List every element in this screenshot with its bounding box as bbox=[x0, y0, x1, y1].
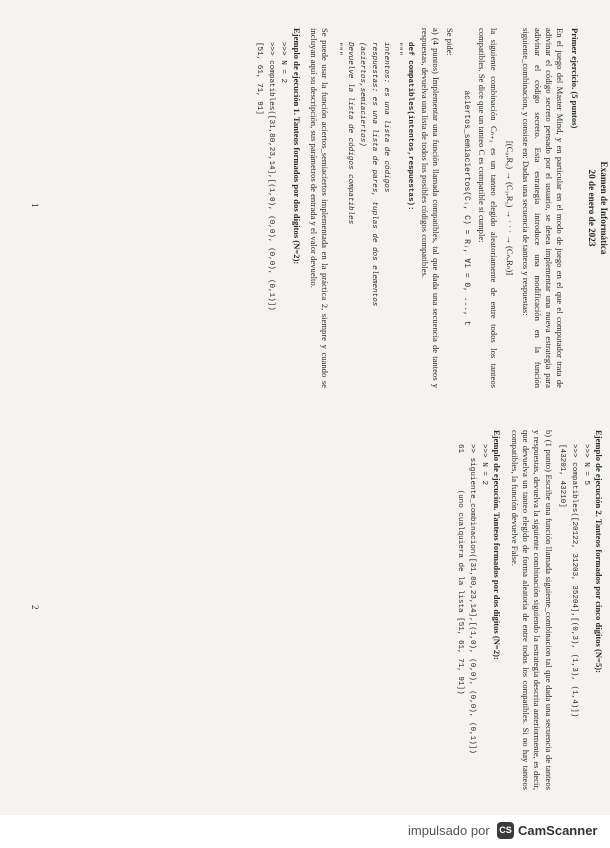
code-line-1: intentos: es una lista de códigos bbox=[382, 42, 391, 193]
example-1-line-3: [51, 61, 71, 91] bbox=[255, 42, 264, 115]
page-1-column bbox=[0, 28, 610, 388]
example-1-label: Ejemplo de ejecución 1. Tanteos formados por dos dígitos (N=2): bbox=[291, 28, 302, 265]
code-docstring-open: """ bbox=[394, 42, 403, 56]
se-pide: Se pide: bbox=[445, 28, 456, 56]
example-3-line-1: >>> N = 2 bbox=[479, 444, 488, 486]
code-def: def compatibles(intentos,respuestas): bbox=[406, 42, 415, 211]
part-b: b) (1 punto) Escribe una función llamada siguiente_combinacion tal que dada una secuencia de tanteos y respuestas, devuelva la siguiente combinación siguiendo la estrategia descrita anteriormente, es decir, que devuelva un tanteo elegido de forma aleatoria de entre todos los compatibles. Si no hay tanteos compatibles, la función devuelve False. bbox=[509, 430, 554, 790]
math-compat: aciertos_semiaciertos(Cᵢ, C) = Rᵢ, ∀i = 0, ..., t bbox=[461, 90, 471, 326]
page-number-2: 2 bbox=[30, 605, 40, 610]
example-1-line-2: >>> compatibles([31,80,23,14],[(1,0), (0,0), (0,0), (0,1)]) bbox=[267, 42, 276, 311]
example-2-line-2: >>> compatibles([20122, 31203, 35204],[(0,3), (1,3), (1,4)]) bbox=[569, 444, 578, 718]
code-docstring-close: """ bbox=[334, 42, 343, 56]
example-2-line-1: >>> N = 5 bbox=[581, 444, 590, 486]
example-2-line-3: [43201, 43210] bbox=[557, 444, 566, 508]
example-3-line-2: >> siguiente_combinacion([31,80,23,14],[(1,0), (0,0), (0,0), (0,1)]) bbox=[467, 444, 476, 754]
camscanner-brand: CamScanner bbox=[518, 823, 598, 838]
example-2-label: Ejemplo de ejecución 2. Tanteos formados por cinco dígitos (N=5): bbox=[594, 430, 604, 673]
intro-paragraph: En el juego del Master Mind, y en particular en el modo de juego en el que el computador trata de adivinar el código secreto pensado por el usuario, se desea implementar una nueva estrategia para adivinar el código secreto. Esta estrategia introduce una modificación en la función siguiente_combinacion, y consiste en: Dadas una secuencia de tanteos y respuestas: bbox=[521, 28, 566, 388]
exam-title: Examen de Informática bbox=[599, 161, 609, 255]
camscanner-logo-icon: CS bbox=[497, 822, 514, 839]
code-line-4: Devuelve la lista de códigos compatibles bbox=[346, 42, 355, 225]
exam-date: 20 de enero de 2023 bbox=[586, 169, 597, 247]
math-sequence: [(C₀,R₀) → (C₁,R₁) → · · · → (Cₙ,Rₙ)] bbox=[505, 140, 515, 276]
camscanner-footer bbox=[0, 815, 610, 848]
example-3-line-3: 61 (uno cualquiera de la lista [51, 61, 71, 91]) bbox=[455, 444, 464, 695]
page-number-1: 1 bbox=[30, 203, 40, 208]
page-2-column bbox=[0, 430, 610, 790]
note-paragraph: Se puede usar la función aciertos_semiaciertos implementada en la práctica 2, siempre y cuando se incluyan aquí su descripción, sus parámetros de entrada y el valor devuelto. bbox=[308, 28, 331, 388]
code-line-3: (aciertos,semiaciertos) bbox=[358, 42, 367, 147]
example-3-label: Ejemplo de ejecución. Tanteos formados por dos dígitos (N=2): bbox=[492, 430, 503, 660]
code-line-2: respuestas: es una lista de pares, tuplas de dos elementos bbox=[370, 42, 379, 307]
example-1-line-1: >>> N = 2 bbox=[279, 42, 288, 84]
part-a: a) (4 puntos) Implementar una función llamada compatibles, tal que dada una secuencia de tanteos y respuestas, devuelva una lista de todos los posibles códigos compatibles. bbox=[419, 28, 442, 388]
powered-by-text: impulsado por bbox=[408, 823, 490, 838]
intro-paragraph-2: la siguiente combinación Cₙ₊₁ es un tanteo elegido aleatoriamente de entre todos los tanteos compatibles. Se dice que un tanteo C es compatible si cumple: bbox=[477, 28, 499, 388]
exercise-1-heading: Primer ejercicio. (5 puntos) bbox=[569, 28, 580, 129]
